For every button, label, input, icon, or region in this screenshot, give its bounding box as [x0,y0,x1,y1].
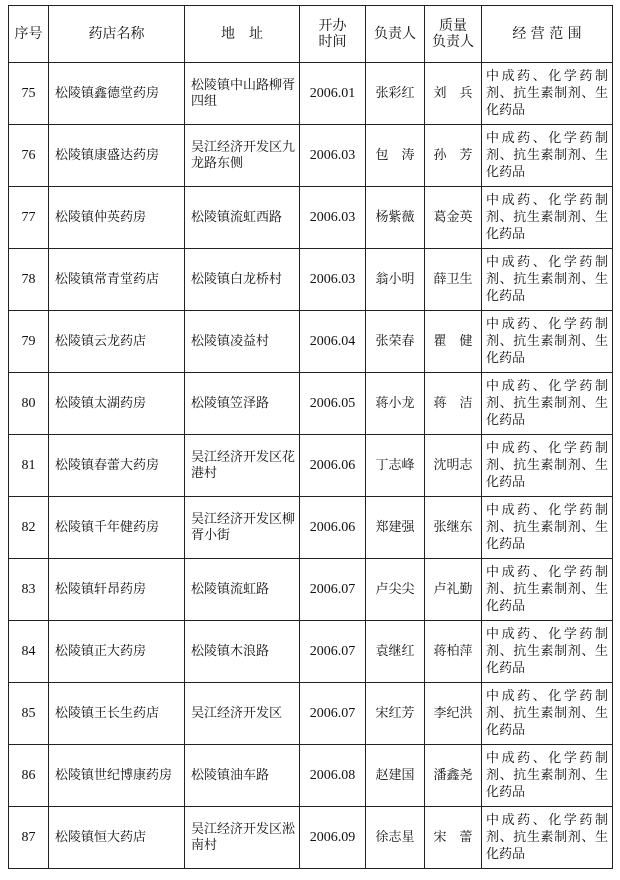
quality-manager-name: 李纪洪 [425,683,482,745]
opening-date: 2006.05 [300,373,366,435]
business-scope: 中成药、化学药制剂、抗生素制剂、生化药品 [482,683,613,745]
pharmacy-address: 松陵镇流虹西路 [185,187,300,249]
pharmacy-name: 松陵镇千年健药房 [49,497,185,559]
document-page [8,5,612,869]
manager-name: 宋红芳 [366,683,425,745]
pharmacy-name: 松陵镇常青堂药店 [49,249,185,311]
header-opened: 开办 时间 [300,6,366,63]
pharmacy-address: 吴江经济开发区淞南村 [185,807,300,869]
manager-name: 翁小明 [366,249,425,311]
quality-manager-name: 薛卫生 [425,249,482,311]
pharmacy-address: 松陵镇中山路柳胥四组 [185,63,300,125]
manager-name: 蒋小龙 [366,373,425,435]
header-manager: 负责人 [366,6,425,63]
row-number: 75 [9,63,49,125]
row-number: 81 [9,435,49,497]
pharmacy-address: 吴江经济开发区 [185,683,300,745]
table-row [9,63,613,125]
opening-date: 2006.03 [300,249,366,311]
manager-name: 杨紫薇 [366,187,425,249]
business-scope: 中成药、化学药制剂、抗生素制剂、生化药品 [482,559,613,621]
pharmacy-address: 松陵镇流虹路 [185,559,300,621]
pharmacy-table [8,5,613,869]
manager-name: 丁志峰 [366,435,425,497]
table-row [9,125,613,187]
pharmacy-address: 松陵镇木浪路 [185,621,300,683]
manager-name: 赵建国 [366,745,425,807]
quality-manager-name: 蒋柏萍 [425,621,482,683]
business-scope: 中成药、化学药制剂、抗生素制剂、生化药品 [482,311,613,373]
quality-manager-name: 蒋 洁 [425,373,482,435]
pharmacy-name: 松陵镇鑫德堂药房 [49,63,185,125]
pharmacy-name: 松陵镇正大药房 [49,621,185,683]
pharmacy-address: 松陵镇凌益村 [185,311,300,373]
quality-manager-name: 瞿 健 [425,311,482,373]
business-scope: 中成药、化学药制剂、抗生素制剂、生化药品 [482,63,613,125]
table-row [9,559,613,621]
table-row [9,187,613,249]
quality-manager-name: 宋 蕾 [425,807,482,869]
business-scope: 中成药、化学药制剂、抗生素制剂、生化药品 [482,249,613,311]
business-scope: 中成药、化学药制剂、抗生素制剂、生化药品 [482,187,613,249]
pharmacy-name: 松陵镇仲英药房 [49,187,185,249]
pharmacy-address: 吴江经济开发区花港村 [185,435,300,497]
manager-name: 徐志星 [366,807,425,869]
manager-name: 张彩红 [366,63,425,125]
quality-manager-name: 沈明志 [425,435,482,497]
opening-date: 2006.07 [300,621,366,683]
row-number: 80 [9,373,49,435]
quality-manager-name: 潘鑫尧 [425,745,482,807]
quality-manager-name: 刘 兵 [425,63,482,125]
opening-date: 2006.07 [300,683,366,745]
business-scope: 中成药、化学药制剂、抗生素制剂、生化药品 [482,373,613,435]
row-number: 77 [9,187,49,249]
header-quality: 质量 负责人 [425,6,482,63]
row-number: 82 [9,497,49,559]
quality-manager-name: 葛金英 [425,187,482,249]
row-number: 78 [9,249,49,311]
opening-date: 2006.01 [300,63,366,125]
row-number: 79 [9,311,49,373]
table-row [9,497,613,559]
table-row [9,373,613,435]
header-name: 药店名称 [49,6,185,63]
pharmacy-name: 松陵镇太湖药房 [49,373,185,435]
opening-date: 2006.08 [300,745,366,807]
table-row [9,807,613,869]
opening-date: 2006.07 [300,559,366,621]
row-number: 85 [9,683,49,745]
business-scope: 中成药、化学药制剂、抗生素制剂、生化药品 [482,497,613,559]
business-scope: 中成药、化学药制剂、抗生素制剂、生化药品 [482,125,613,187]
header-scope: 经 营 范 围 [482,6,613,63]
pharmacy-name: 松陵镇轩昂药房 [49,559,185,621]
manager-name: 郑建强 [366,497,425,559]
pharmacy-name: 松陵镇春蕾大药房 [49,435,185,497]
row-number: 84 [9,621,49,683]
manager-name: 卢尖尖 [366,559,425,621]
pharmacy-address: 松陵镇油车路 [185,745,300,807]
manager-name: 袁继红 [366,621,425,683]
pharmacy-address: 吴江经济开发区柳胥小街 [185,497,300,559]
pharmacy-name: 松陵镇恒大药店 [49,807,185,869]
table-row [9,745,613,807]
opening-date: 2006.04 [300,311,366,373]
business-scope: 中成药、化学药制剂、抗生素制剂、生化药品 [482,745,613,807]
opening-date: 2006.03 [300,187,366,249]
business-scope: 中成药、化学药制剂、抗生素制剂、生化药品 [482,621,613,683]
row-number: 76 [9,125,49,187]
opening-date: 2006.03 [300,125,366,187]
table-row [9,249,613,311]
row-number: 86 [9,745,49,807]
pharmacy-address: 吴江经济开发区九龙路东侧 [185,125,300,187]
business-scope: 中成药、化学药制剂、抗生素制剂、生化药品 [482,807,613,869]
pharmacy-name: 松陵镇康盛达药房 [49,125,185,187]
pharmacy-name: 松陵镇王长生药店 [49,683,185,745]
business-scope: 中成药、化学药制剂、抗生素制剂、生化药品 [482,435,613,497]
opening-date: 2006.06 [300,497,366,559]
table-row [9,621,613,683]
pharmacy-name: 松陵镇世纪博康药房 [49,745,185,807]
table-row [9,311,613,373]
pharmacy-address: 松陵镇白龙桥村 [185,249,300,311]
opening-date: 2006.06 [300,435,366,497]
opening-date: 2006.09 [300,807,366,869]
quality-manager-name: 孙 芳 [425,125,482,187]
header-no: 序号 [9,6,49,63]
header-row [9,6,613,63]
row-number: 87 [9,807,49,869]
table-row [9,435,613,497]
manager-name: 包 涛 [366,125,425,187]
pharmacy-name: 松陵镇云龙药店 [49,311,185,373]
pharmacy-address: 松陵镇笠泽路 [185,373,300,435]
quality-manager-name: 卢礼勤 [425,559,482,621]
header-address: 地 址 [185,6,300,63]
quality-manager-name: 张继东 [425,497,482,559]
row-number: 83 [9,559,49,621]
table-row [9,683,613,745]
manager-name: 张荣春 [366,311,425,373]
